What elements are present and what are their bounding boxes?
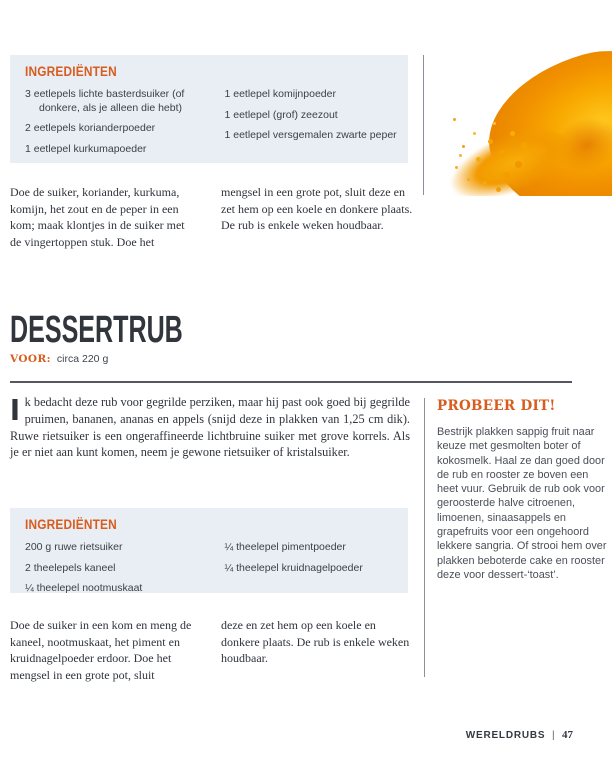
instructions-column-right: mengsel in een grote pot, sluit deze en zet hem op een koele en donkere plaats. De rub is enkele weken houdbaar. [221, 185, 413, 233]
ingredients-title: INGREDIËNTEN [25, 64, 117, 79]
ingredient-item: 1 eetlepel komijnpoeder [224, 88, 336, 100]
ingredient-item: 1 eetlepel versgemalen zwarte peper [224, 129, 397, 141]
drop-cap: I [10, 392, 20, 427]
footer-section-name: WERELDRUBS [465, 730, 546, 741]
ingredients-columns [10, 534, 408, 596]
sidebar-divider-line [424, 398, 425, 677]
yield-line [10, 353, 272, 365]
ingredient-item: 1 eetlepel kurkumapoeder [25, 142, 147, 155]
ingredient-item: 1 eetlepel (grof) zeezout [224, 108, 338, 121]
recipe-title: DESSERTRUB [10, 309, 183, 351]
ingredients-column-left [25, 81, 216, 156]
ingredient-item: 2 theelepels kaneel [25, 561, 116, 574]
recipe-header [10, 309, 272, 365]
section-divider [10, 381, 572, 383]
footer-page-number: 47 [562, 729, 573, 741]
ingredients-column-left [25, 534, 216, 596]
instructions-column-left: Doe de suiker, koriander, kurkuma, komijn, het zout en de peper in een kom; maak klontjes in de suiker met de vingertoppen stuk. Doe het [10, 185, 185, 249]
ingredients-title: INGREDIËNTEN [25, 517, 117, 532]
ingredients-column-right [224, 534, 408, 596]
ingredient-item: 2 eetlepels korianderpoeder [25, 122, 156, 134]
tip-title: PROBEER DIT! [437, 398, 556, 414]
ingredient-item: 3 eetlepels lichte basterdsuiker (of donkere, als je alleen die hebt) [25, 88, 185, 114]
ingredients-column-right [224, 81, 408, 156]
photo-divider-line [423, 55, 424, 195]
footer-separator: | [552, 730, 556, 741]
instructions-column-left: Doe de suiker in een kom en meng de kaneel, nootmuskaat, het piment en kruidnagelpoeder erdoor. Doe het mengsel in een grote pot, sluit [10, 618, 192, 682]
intro-paragraph [10, 394, 410, 461]
ingredient-item: ¼ theelepel kruidnagelpoeder [224, 561, 363, 574]
yield-label: VOOR: [10, 353, 51, 365]
ingredient-item: 200 g ruwe rietsuiker [25, 541, 123, 553]
tip-sidebar [437, 398, 607, 582]
page-footer [0, 729, 573, 741]
ingredient-item: ¼ theelepel pimentpoeder [224, 541, 346, 553]
ingredient-item: ¼ theelepel nootmuskaat [25, 582, 143, 594]
instructions-block [10, 617, 413, 683]
turmeric-powder-photo [437, 40, 612, 196]
instructions-column-right: deze en zet hem op een koele en donkere plaats. De rub is enkele weken houdbaar. [221, 618, 410, 666]
ingredients-columns [10, 81, 408, 156]
ingredients-box [10, 508, 408, 593]
ingredients-box [10, 55, 408, 163]
tip-body: Bestrijk plakken sappig fruit naar keuze met gesmolten boter of kokosmelk. Haal ze dan goed door de rub en rooster ze boven een heet vuur. Gebruik de rub ook voor geroosterde halve citroenen, limoenen, sinaasappels en grapefruits voor een ongehoord lekkere sangria. Of strooi hem over plakken beboterde cake en rooster deze voor dessert-‘toast’. [437, 426, 607, 581]
yield-value: circa 220 g [56, 353, 109, 365]
intro-text: k bedacht deze rub voor gegrilde perziken, maar hij past ook goed bij gegrilde pruimen, bananen, ananas en appels (snijd deze in plakken van 1,25 cm dik). Ruwe rietsuiker is een ongeraffineerde lichtbruine suiker met grove korrels. Als je er niet aan kunt komen, neem je gewone rietsuiker of kristalsuiker. [10, 395, 410, 460]
instructions-block [10, 184, 413, 250]
turmeric-speckles [453, 118, 456, 121]
